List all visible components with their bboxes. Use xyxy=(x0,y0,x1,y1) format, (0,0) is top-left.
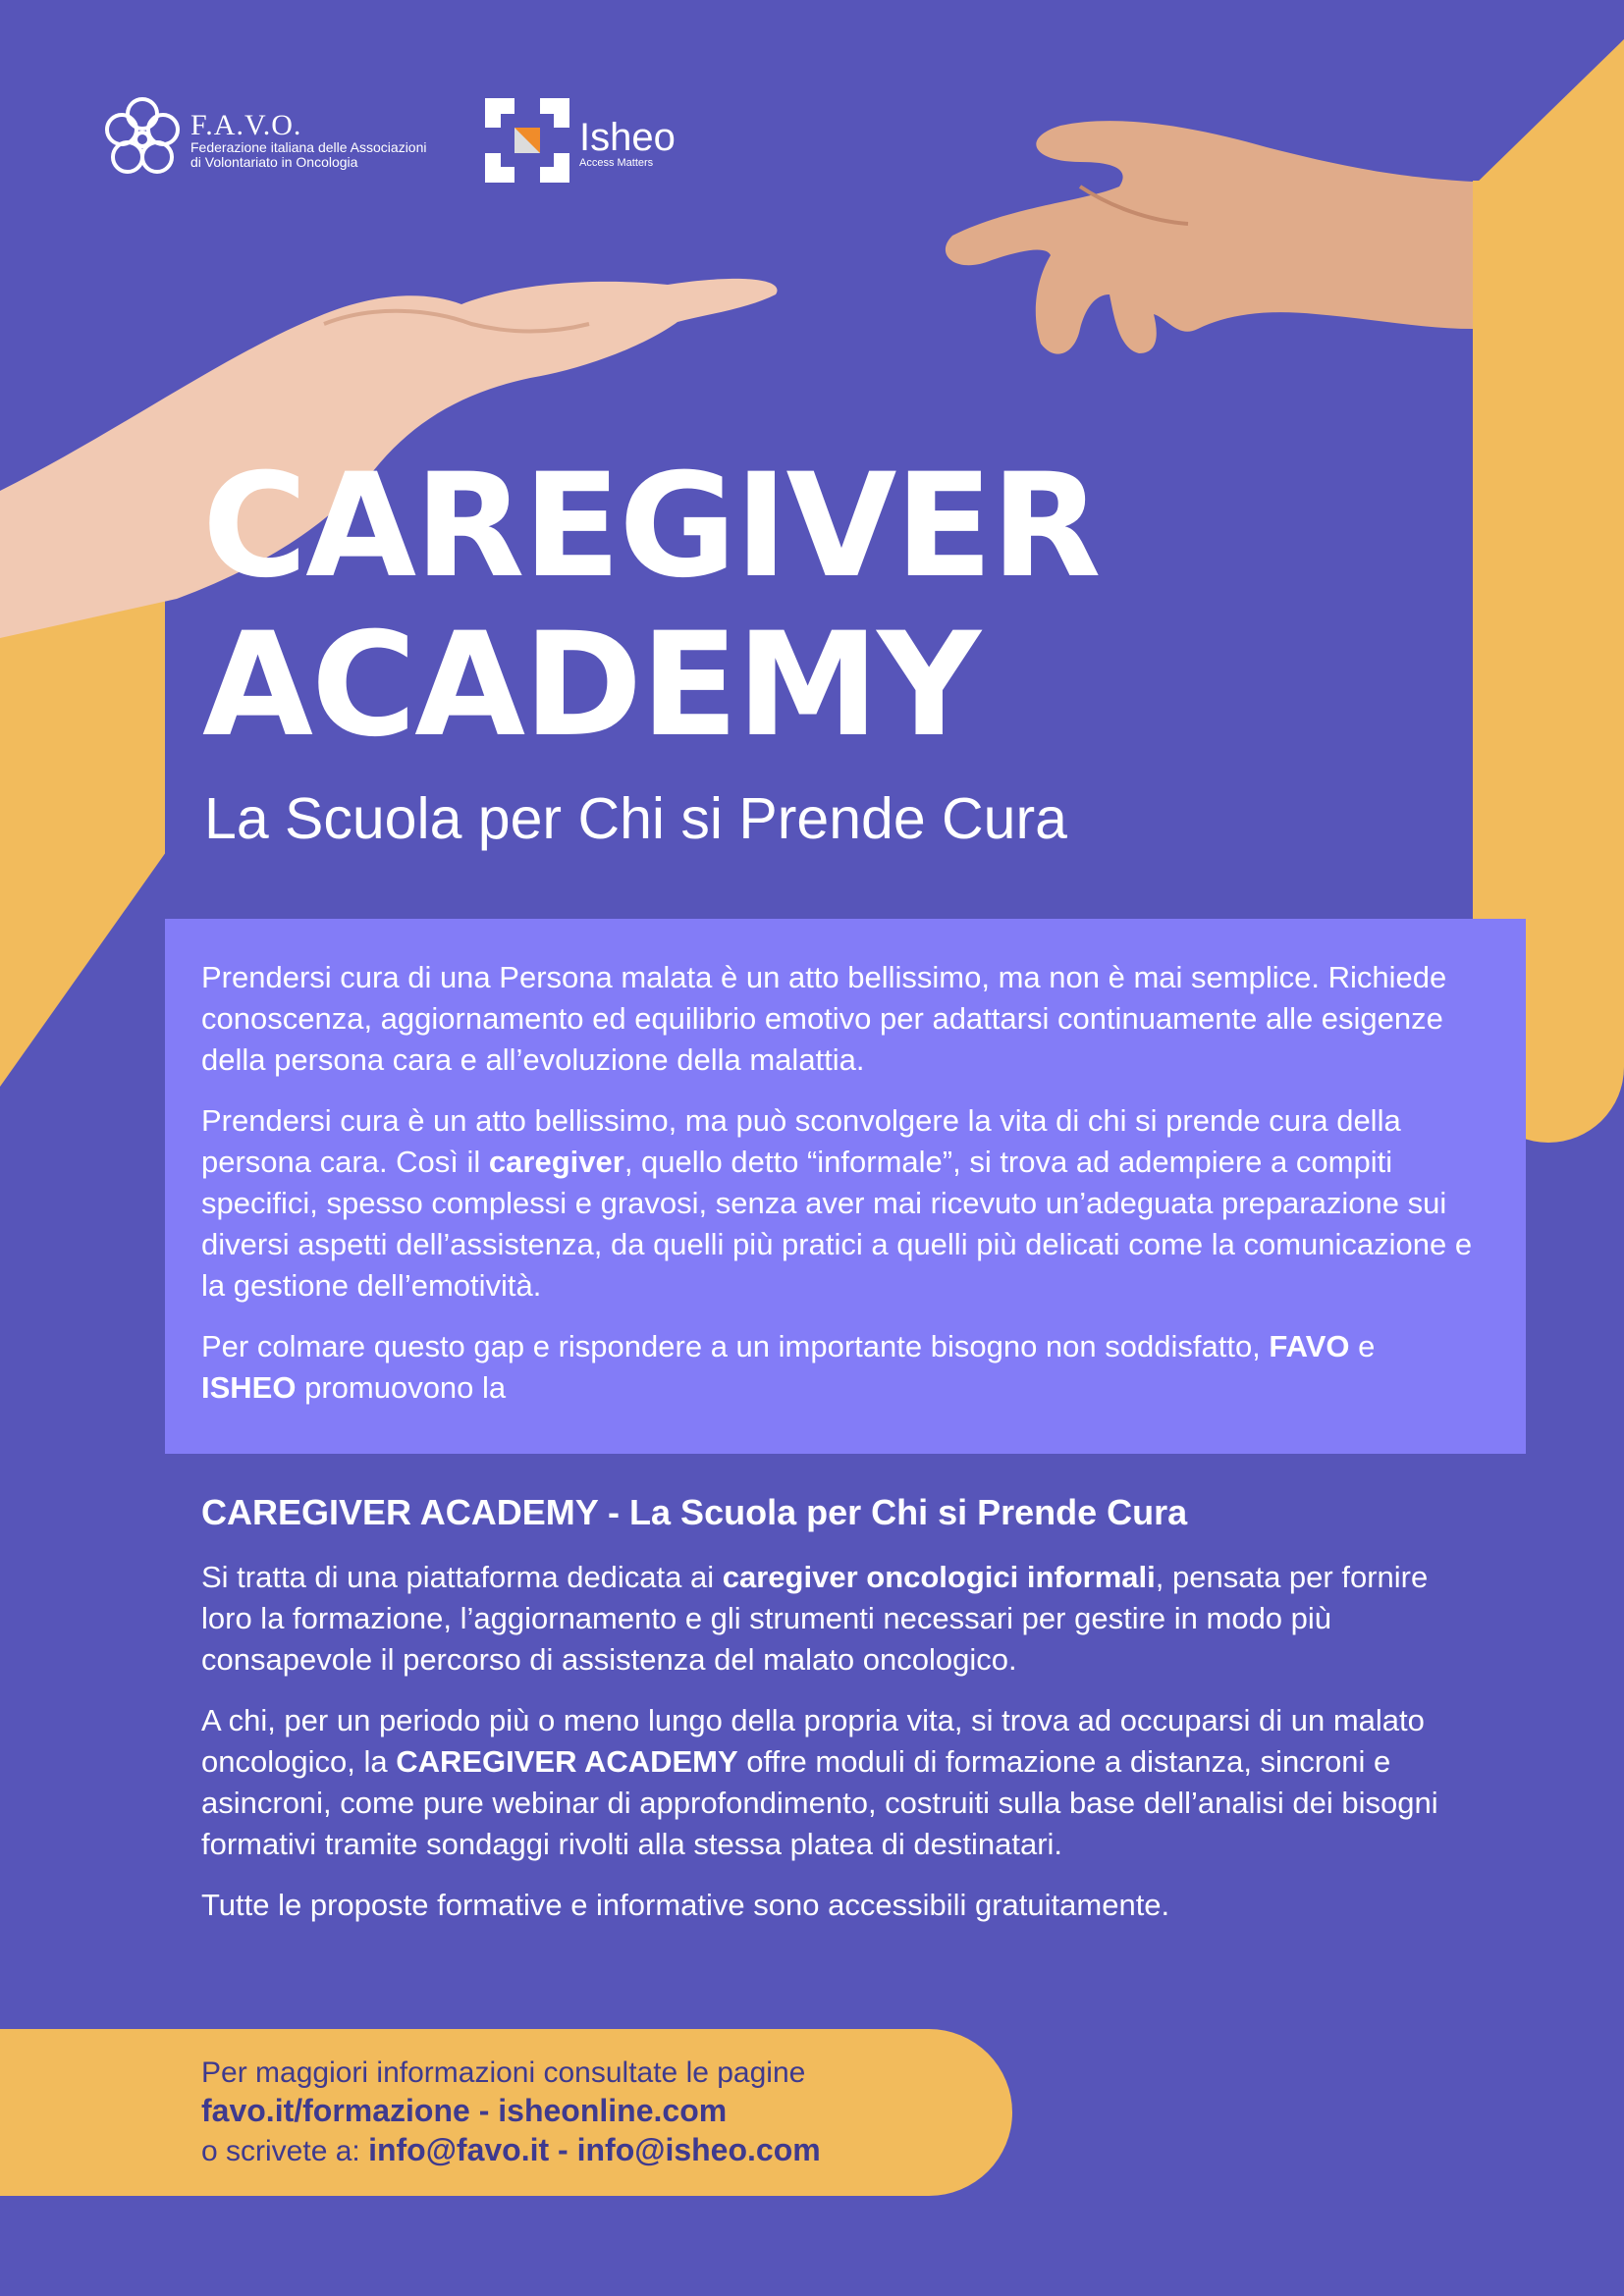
page-subtitle: La Scuola per Chi si Prende Cura xyxy=(204,786,1067,851)
intro-paragraph-3: Per colmare questo gap e rispondere a un importante bisogno non soddisfatto, FAVO e ISHEO promuovono la xyxy=(201,1329,1376,1405)
academy-paragraph-2: A chi, per un periodo più o meno lungo della propria vita, si trova ad occuparsi di un malato oncologico, la CAREGIVER ACADEMY offre moduli di formazione a distanza, sincroni e asincroni, come pure webinar di approfondimento, costruiti sulla base dell’analisi dei bisogni formativi tramite sondaggi rivolti alla stessa platea di destinatari. xyxy=(201,1703,1438,1861)
academy-paragraph-3: Tutte le proposte formative e informative sono accessibili gratuitamente. xyxy=(201,1888,1170,1922)
academy-paragraph-1: Si tratta di una piattaforma dedicata ai caregiver oncologici informali, pensata per fornire loro la formazione, l’aggiornamento e gli strumenti necessari per gestire in modo più consapevole il percorso di assistenza del malato oncologico. xyxy=(201,1560,1429,1677)
academy-section xyxy=(201,1490,1478,1946)
intro-paragraph-2: Prendersi cura è un atto bellissimo, ma può sconvolgere la vita di chi si prende cura della persona cara. Così il caregiver, quello detto “informale”, si trova ad adempiere a compiti specifici, spesso complessi e gravosi, senza aver mai ricevuto un’adeguata preparazione sui diversi aspetti dell’assistenza, da quelli più pratici a quelli più delicati come la comunicazione e la gestione dell’emotività. xyxy=(201,1103,1473,1303)
decor-triangle-top-right xyxy=(1473,39,1624,187)
title-line-2: ACADEMY xyxy=(202,602,980,769)
intro-paragraph-1: Prendersi cura di una Persona malata è un atto bellissimo, ma non è mai semplice. Richiede conoscenza, aggiornamento ed equilibrio emotivo per adattarsi continuamente alle esigenze della persona cara e all’evoluzione della malattia. xyxy=(201,960,1447,1077)
section-heading: CAREGIVER ACADEMY - La Scuola per Chi si Prende Cura xyxy=(201,1492,1188,1532)
isheo-tagline: Access Matters xyxy=(579,156,654,169)
footer-links: favo.it/formazione - isheonline.com xyxy=(201,2093,728,2128)
link-isheonline[interactable]: isheonline.com xyxy=(498,2093,728,2128)
favo-subtitle-line2: di Volontariato in Oncologia xyxy=(190,153,358,170)
page-title xyxy=(202,443,1100,769)
favo-subtitle-line1: Federazione italiana delle Associazioni xyxy=(190,139,427,156)
footer-emails: o scrivete a: info@favo.it - info@isheo.com xyxy=(201,2132,821,2167)
email-favo[interactable]: info@favo.it xyxy=(368,2132,550,2167)
favo-name: F.A.V.O. xyxy=(190,108,302,141)
link-favo-formazione[interactable]: favo.it/formazione xyxy=(201,2093,470,2128)
reaching-hand-illustration xyxy=(874,108,1473,407)
isheo-logo[interactable] xyxy=(485,98,676,187)
title-line-1: CAREGIVER xyxy=(202,443,1100,610)
isheo-name: Isheo xyxy=(579,115,676,159)
flower-logo-icon xyxy=(102,96,183,183)
intro-text xyxy=(201,957,1478,1428)
footer-intro: Per maggiori informazioni consultate le pagine xyxy=(201,2056,806,2089)
isheo-logo-icon xyxy=(485,98,569,187)
contact-footer xyxy=(0,2029,1012,2196)
favo-logo[interactable] xyxy=(102,96,426,183)
email-isheo[interactable]: info@isheo.com xyxy=(576,2132,821,2167)
